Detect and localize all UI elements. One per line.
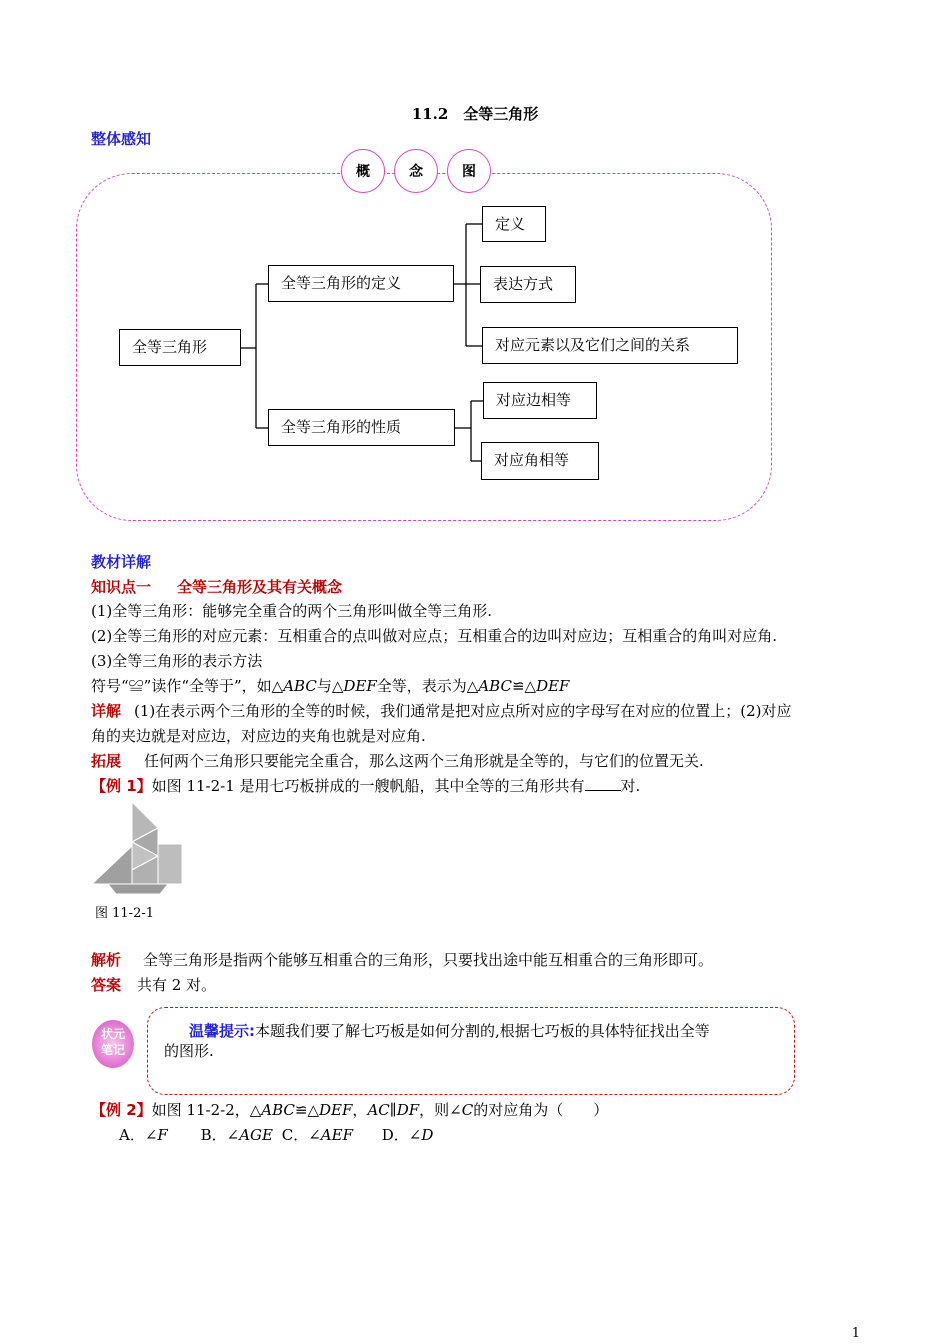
notation-text-2: 与△ [316,677,344,695]
example2-c: C [461,1101,474,1119]
concept-map-connectors [0,0,950,540]
concept-leaf-elements: 对应元素以及它们之间的关系 [482,327,738,364]
tangram-sailboat-figure [88,798,188,898]
figure-caption: 图 11-2-1 [95,906,155,921]
analysis-text: 全等三角形是指两个能够互相重合的三角形，只要找出途中能互相重合的三角形即可。 [143,951,714,969]
choice-a: F [157,1126,168,1144]
choice-b-label: B．∠ [200,1126,240,1144]
example1-text-after: 对. [620,777,641,795]
extend-line [91,750,704,771]
notation-text-1: 符号“≌”读作“全等于”，如△ [91,677,284,695]
example2-def: DEF [319,1101,353,1119]
page-title: 11.2 全等三角形 [411,105,539,123]
concept-branch-definition: 全等三角形的定义 [268,265,454,302]
example2-text-6: 的对应角为（ ） [473,1101,609,1119]
tip-line-1 [189,1020,710,1041]
answer-label: 答案 [91,976,122,994]
concept-root-box: 全等三角形 [119,329,241,366]
notation-def: DEF [343,677,377,695]
choice-d: D [421,1126,434,1144]
badge-char-3: 笔 [100,1043,113,1057]
example2-ac: AC [367,1101,390,1119]
example2-text-3: ， [352,1101,368,1119]
example2-text-2: ≌△ [294,1101,320,1119]
notation-def-2: DEF [536,677,570,695]
extend-label: 拓展 [91,752,122,770]
section-textbook: 教材详解 [91,553,152,571]
item-3: (3)全等三角形的表示方法 [91,652,263,670]
choice-b: AGE [239,1126,273,1144]
detail-line-1 [91,700,792,721]
answer-text: 共有 2 对。 [137,976,217,994]
extend-text: 任何两个三角形只要能完全重合，那么这两个三角形就是全等的，与它们的位置无关. [144,752,704,770]
concept-leaf-angles: 对应角相等 [481,442,599,480]
badge-char-2: 元 [113,1027,126,1041]
analysis-label: 解析 [91,951,122,969]
example2-text-1: 如图 11-2-2，△ [151,1101,262,1119]
example2-abc: ABC [261,1101,295,1119]
example2-text-5: ，则∠ [419,1101,462,1119]
concept-circle-2: 念 [394,149,438,193]
choice-d-label: D．∠ [381,1126,422,1144]
notation-line [91,675,569,696]
knowledge-point-title: 全等三角形及其有关概念 [177,578,343,596]
answer-line [91,974,216,995]
example1-text: 如图 11-2-1 是用七巧板拼成的一艘帆船，其中全等的三角形共有 [151,777,585,795]
section-overall: 整体感知 [91,130,152,148]
notation-abc: ABC [283,677,317,695]
example2-choices [119,1124,433,1145]
knowledge-point-label: 知识点一 [91,578,152,596]
concept-branch-properties: 全等三角形的性质 [268,409,455,446]
choice-c-label: C．∠ [281,1126,321,1144]
concept-circle-3: 图 [447,149,491,193]
example1-line [91,775,640,796]
tip-text-1: 本题我们要了解七巧板是如何分割的,根据七巧板的具体特征找出全等 [255,1022,710,1040]
example2-label: 【例 2】 [91,1101,152,1119]
analysis-line [91,949,713,970]
notation-text-4: ≌△ [511,677,537,695]
example2-df: DF [396,1101,420,1119]
notation-abc-2: ABC [478,677,512,695]
item-1: (1)全等三角形：能够完全重合的两个三角形叫做全等三角形. [91,602,493,620]
concept-circle-1: 概 [341,149,385,193]
detail-label: 详解 [91,702,122,720]
item-2: (2)全等三角形的对应元素：互相重合的点叫做对应点；互相重合的边叫对应边；互相重合的角叫对应角. [91,627,778,645]
detail-line-2: 角的夹边就是对应边，对应边的夹角也就是对应角. [91,727,426,745]
badge-char-1: 状 [100,1027,113,1041]
concept-leaf-sides: 对应边相等 [483,382,597,419]
example1-blank [585,776,621,791]
knowledge-point-heading [91,576,342,597]
concept-leaf-notation: 表达方式 [480,266,576,303]
note-badge-icon [92,1020,134,1068]
concept-leaf-definition: 定义 [482,206,546,242]
tip-label: 温馨提示: [189,1022,255,1040]
example2-line [91,1099,608,1120]
example2-text-4: ∥ [389,1101,397,1119]
badge-char-4: 记 [113,1043,126,1057]
tip-line-2: 的图形. [164,1042,214,1060]
example1-label: 【例 1】 [91,777,152,795]
choice-c: AEF [320,1126,353,1144]
notation-text-3: 全等，表示为△ [376,677,479,695]
page-number: 1 [851,1326,860,1341]
choice-a-label: A．∠ [119,1126,158,1144]
detail-text-1: (1)在表示两个三角形的全等的时候，我们通常是把对应点所对应的字母写在对应的位置上；(2)对应 [134,702,792,720]
